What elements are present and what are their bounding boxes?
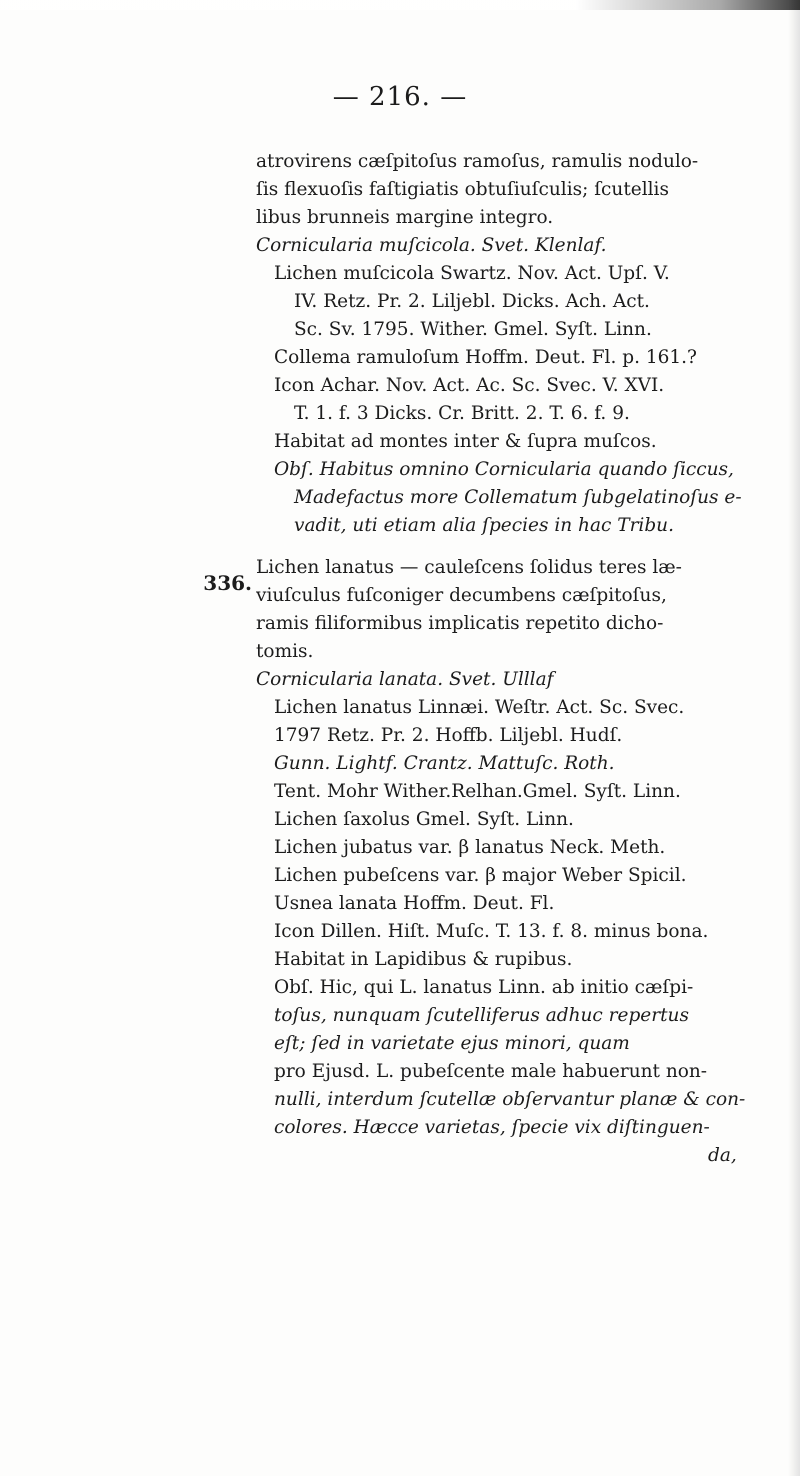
text-line: Lichen ſaxolus Gmel. Syſt. Linn. (274, 809, 574, 830)
text-line: atrovirens cæſpitoſus ramoſus, ramulis nodulo- (256, 151, 699, 172)
text-line: libus brunneis margine integro. (256, 207, 554, 228)
text-line: Icon Achar. Nov. Act. Ac. Sc. Svec. V. XVI. (274, 375, 665, 396)
text-line: Sc. Sv. 1795. Wither. Gmel. Syſt. Linn. (294, 319, 652, 340)
text-line: Obſ. Hic, qui L. lanatus Linn. ab initio cæſpi- (274, 977, 694, 998)
page-gutter-shadow (788, 0, 800, 1476)
text-line: Madefactus more Collematum ſubgelatinoſus e- (294, 487, 742, 508)
text-line: Lichen pubeſcens var. β major Weber Spicil. (274, 865, 687, 886)
text-line: tomis. (256, 641, 314, 662)
text-line: Lichen lanatus — cauleſcens ſolidus teres læ- (256, 557, 682, 578)
text-line: Obſ. Habitus omnino Cornicularia quando ſiccus, (274, 459, 734, 480)
text-line: ſis flexuoſis faſtigiatis obtuſiuſculis; ſcutellis (256, 179, 669, 200)
text-line: eſt; ſed in varietate ejus minori, quam (274, 1033, 630, 1054)
text-line: ramis filiformibus implicatis repetito dicho- (256, 613, 664, 634)
running-head: — 216. — (332, 82, 468, 112)
text-line: Icon Dillen. Hiſt. Muſc. T. 13. f. 8. minus bona. (274, 921, 709, 942)
text-line: Tent. Mohr Wither.Relhan.Gmel. Syſt. Linn. (274, 781, 681, 802)
text-line: nulli, interdum ſcutellæ obſervantur planæ & con- (274, 1089, 746, 1110)
text-line: da, (708, 1145, 737, 1166)
entry-number: 336. (203, 571, 252, 595)
text-line: T. 1. f. 3 Dicks. Cr. Britt. 2. T. 6. f. 9. (294, 403, 630, 424)
text-line: vadit, uti etiam alia ſpecies in hac Tribu. (294, 515, 674, 536)
page-top-edge (0, 0, 800, 10)
text-block (256, 148, 784, 1170)
text-line: IV. Retz. Pr. 2. Liljebl. Dicks. Ach. Act. (294, 291, 650, 312)
text-line: Lichen jubatus var. β lanatus Neck. Meth. (274, 837, 666, 858)
text-line: colores. Hæcce varietas, ſpecie vix diſtinguen- (274, 1117, 710, 1138)
text-line: Lichen lanatus Linnæi. Weſtr. Act. Sc. Svec. (274, 697, 685, 718)
text-line: viuſculus fuſconiger decumbens cæſpitoſus, (256, 585, 667, 606)
text-line: toſus, nunquam ſcutelliferus adhuc repertus (274, 1005, 689, 1026)
text-line: Cornicularia muſcicola. Svet. Klenlaf. (256, 235, 607, 256)
text-line: Habitat in Lapidibus & rupibus. (274, 949, 573, 970)
text-line: Gunn. Lightf. Crantz. Mattuſc. Roth. (274, 753, 615, 774)
text-line: Usnea lanata Hoffm. Deut. Fl. (274, 893, 555, 914)
text-line: Cornicularia lanata. Svet. Ulllaf (256, 669, 554, 690)
text-line: Collema ramuloſum Hoffm. Deut. Fl. p. 161.? (274, 347, 697, 368)
text-line: pro Ejusd. L. pubeſcente male habuerunt non- (274, 1061, 708, 1082)
text-line: 1797 Retz. Pr. 2. Hoffb. Liljebl. Hudſ. (274, 725, 623, 746)
text-line: Habitat ad montes inter & ſupra muſcos. (274, 431, 657, 452)
text-line: Lichen muſcicola Swartz. Nov. Act. Upſ. V. (274, 263, 670, 284)
